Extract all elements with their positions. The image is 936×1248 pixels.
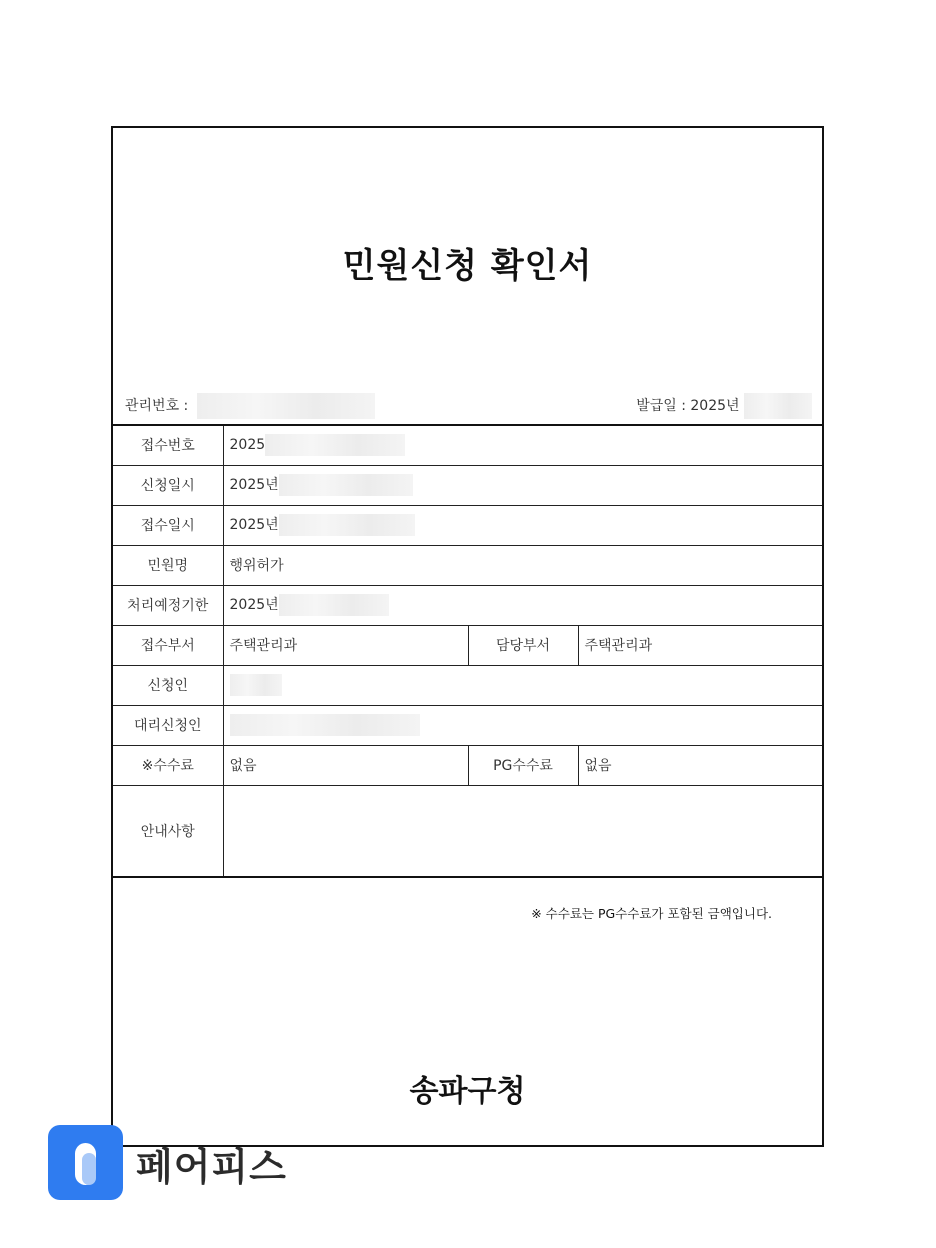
redacted-management-number <box>197 393 375 419</box>
issue-date <box>636 393 812 419</box>
table-row <box>113 745 822 785</box>
petition-info-table <box>113 424 822 878</box>
receiving-dept-label: 접수부서 <box>113 625 223 665</box>
table-row <box>113 665 822 705</box>
apply-datetime-value: 2025년 <box>223 465 822 505</box>
watermark-text: 페어피스 <box>136 1145 287 1189</box>
issue-date-label: 발급일 : 2025년 <box>636 398 740 414</box>
redacted-deadline <box>279 594 389 616</box>
redacted-receipt-no <box>265 434 405 456</box>
table-row <box>113 425 822 465</box>
petition-name-label: 민원명 <box>113 545 223 585</box>
responsible-dept-label: 담당부서 <box>468 625 578 665</box>
responsible-dept-value: 주택관리과 <box>578 625 822 665</box>
fee-value: 없음 <box>223 745 468 785</box>
confirmation-document <box>111 126 824 1147</box>
pg-fee-label: PG수수료 <box>468 745 578 785</box>
deadline-value: 2025년 <box>223 585 822 625</box>
management-number <box>125 393 375 419</box>
pill-logo-icon <box>48 1125 123 1200</box>
issuer-name: 송파구청 <box>409 1074 526 1109</box>
table-row <box>113 585 822 625</box>
proxy-applicant-value <box>223 705 822 745</box>
proxy-applicant-label: 대리신청인 <box>113 705 223 745</box>
table-row <box>113 505 822 545</box>
notice-label: 안내사항 <box>113 785 223 877</box>
petition-name-value: 행위허가 <box>223 545 822 585</box>
redacted-applicant <box>230 674 282 696</box>
table-row <box>113 545 822 585</box>
receipt-datetime-value: 2025년 <box>223 505 822 545</box>
applicant-label: 신청인 <box>113 665 223 705</box>
pg-fee-value: 없음 <box>578 745 822 785</box>
table-row <box>113 705 822 745</box>
table-row <box>113 625 822 665</box>
redacted-apply-datetime <box>279 474 413 496</box>
receiving-dept-value: 주택관리과 <box>223 625 468 665</box>
redacted-issue-date <box>744 393 812 419</box>
document-title: 민원신청 확인서 <box>342 246 593 286</box>
fee-note: ※ 수수료는 PG수수료가 포함된 금액입니다. <box>531 906 772 921</box>
apply-datetime-label: 신청일시 <box>113 465 223 505</box>
table-row <box>113 785 822 877</box>
receipt-datetime-label: 접수일시 <box>113 505 223 545</box>
management-number-label: 관리번호 : <box>125 398 189 414</box>
notice-value <box>223 785 822 877</box>
deadline-label: 처리예정기한 <box>113 585 223 625</box>
fee-label: ※수수료 <box>113 745 223 785</box>
redacted-proxy-applicant <box>230 714 420 736</box>
receipt-no-value: 2025 <box>223 425 822 465</box>
table-row <box>113 465 822 505</box>
redacted-receipt-datetime <box>279 514 415 536</box>
receipt-no-label: 접수번호 <box>113 425 223 465</box>
applicant-value <box>223 665 822 705</box>
